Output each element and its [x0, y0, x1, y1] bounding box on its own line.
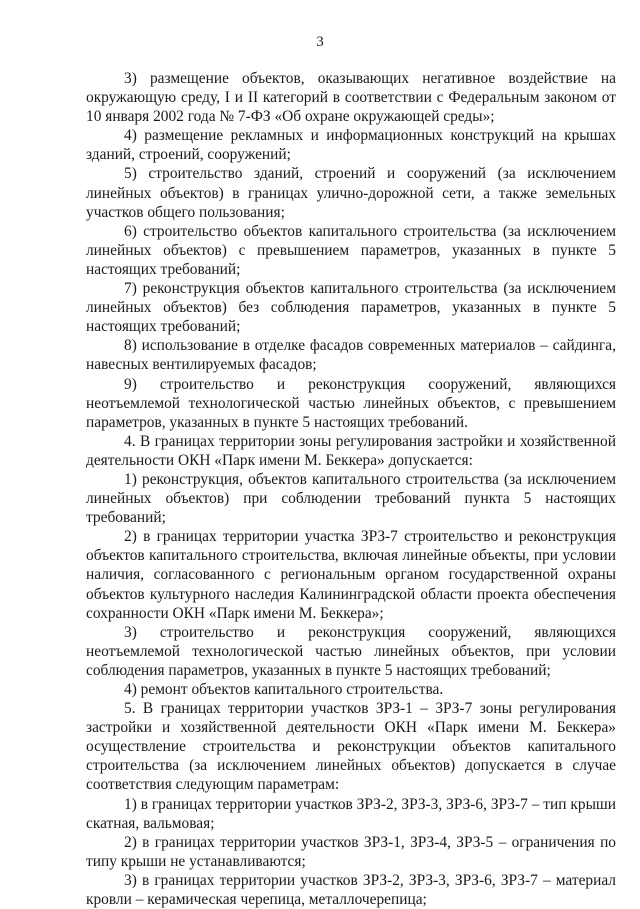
section-4-item-2: 2) в границах территории участка ЗРЗ-7 строительство и реконструкция объектов капитального строительства, включая линейные объекты, при условии наличия, согласованного с региональным органом государственной охраны объектов культурного наследия Калининградской области проекта обеспечения сохранности ОКН «Парк имени М. Беккера»; — [86, 528, 616, 622]
section-4-item-1: 1) реконструкция, объектов капитального строительства (за исключением линейных объектов) при соблюдении требований пункта 5 настоящих требований; — [86, 470, 616, 527]
page-number: 3 — [316, 34, 324, 50]
paragraph-item-8: 8) использование в отделке фасадов современных материалов – сайдинга, навесных вентилируемых фасадов; — [86, 337, 616, 374]
section-5-item-1: 1) в границах территории участков ЗРЗ-2, ЗРЗ-3, ЗРЗ-6, ЗРЗ-7 – тип крыши скатная, вальмовая; — [86, 795, 616, 832]
paragraph-item-4: 4) размещение рекламных и информационных конструкций на крышах зданий, строений, сооружений; — [86, 127, 616, 164]
paragraph-item-9: 9) строительство и реконструкция сооружений, являющихся неотъемлемой технологической частью линейных объектов, с превышением параметров, указанных в пункте 5 настоящих требований. — [86, 375, 616, 431]
paragraph-item-3: 3) размещение объектов, оказывающих негативное воздействие на окружающую среду, I и II категорий в соответствии с Федеральным законом от 10 января 2002 года № 7-ФЗ «Об охране окружающей среды»; — [86, 70, 616, 126]
section-4-heading: 4. В границах территории зоны регулирования застройки и хозяйственной деятельности ОКН «Парк имени М. Беккера» допускается: — [86, 432, 616, 469]
paragraph-item-7: 7) реконструкция объектов капитального строительства (за исключением линейных объектов) без соблюдения параметров, указанных в пункте 5 настоящих требований; — [86, 280, 616, 336]
document-body — [86, 69, 616, 909]
section-5-heading: 5. В границах территории участков ЗРЗ-1 – ЗРЗ-7 зоны регулирования застройки и хозяйственной деятельности ОКН «Парк имени М. Беккера» осуществление строительства и реконструкции объектов капитального строительства (за исключением линейных объектов) допускается в случае соответствия следующим параметрам: — [86, 700, 616, 794]
section-5-item-2: 2) в границах территории участков ЗРЗ-1, ЗРЗ-4, ЗРЗ-5 – ограничения по типу крыши не устанавливаются; — [86, 833, 616, 870]
section-4-item-4: 4) ремонт объектов капитального строительства. — [124, 681, 444, 698]
section-5-item-3: 3) в границах территории участков ЗРЗ-2, ЗРЗ-3, ЗРЗ-6, ЗРЗ-7 – материал кровли – керамическая черепица, металлочерепица; — [86, 871, 616, 909]
paragraph-item-6: 6) строительство объектов капитального строительства (за исключением линейных объектов) с превышением параметров, указанных в пункте 5 настоящих требований; — [86, 222, 616, 278]
section-4-item-3: 3) строительство и реконструкция сооружений, являющихся неотъемлемой технологической частью линейных объектов, при условии соблюдения параметров, указанных в пункте 5 настоящих требований; — [86, 623, 616, 679]
paragraph-item-5: 5) строительство зданий, строений и сооружений (за исключением линейных объектов) в границах улично-дорожной сети, а также земельных участков общего пользования; — [86, 165, 616, 221]
